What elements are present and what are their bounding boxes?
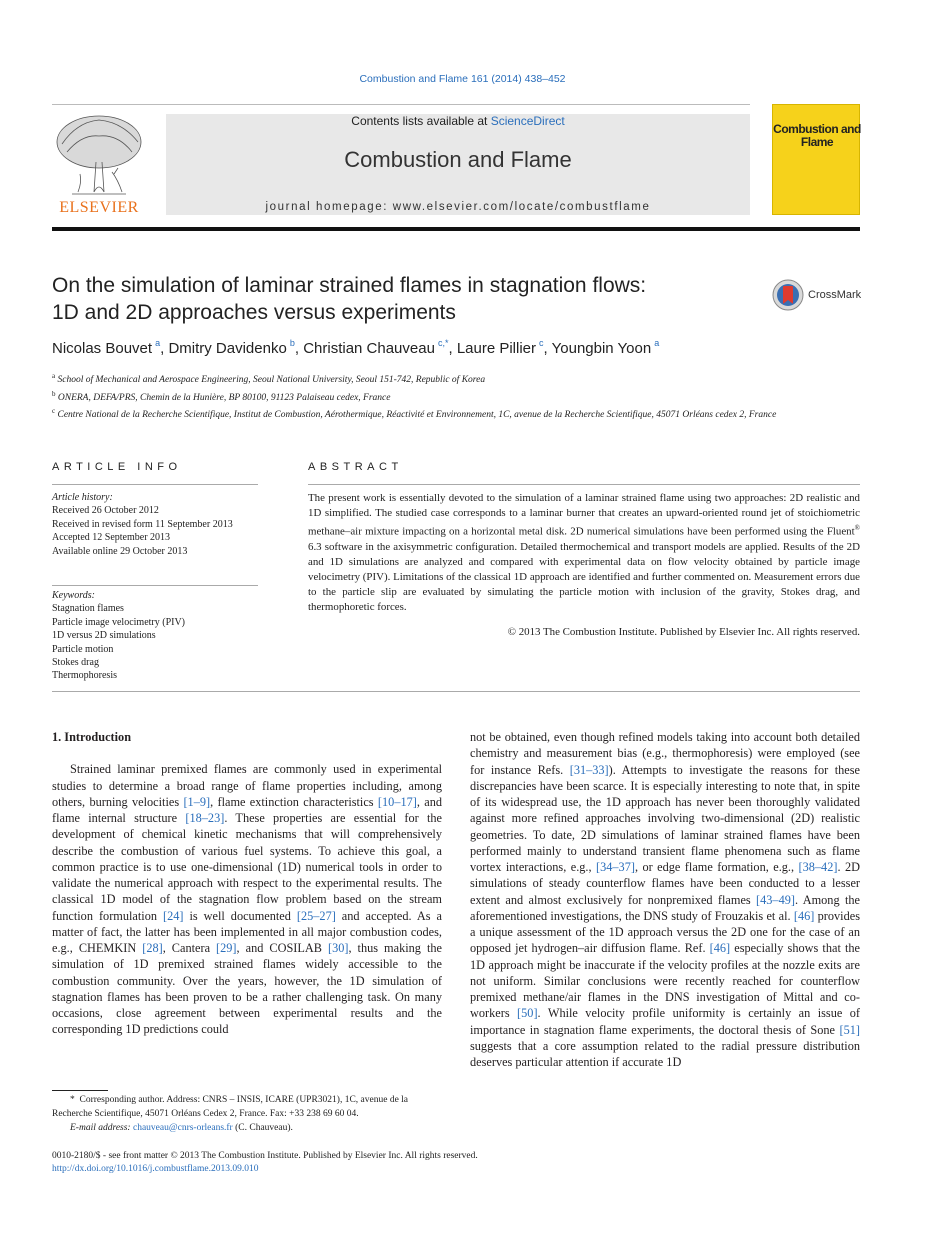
citation-link[interactable]: [34–37] (596, 860, 635, 874)
contents-line (166, 114, 750, 128)
body-text: . While velocity profile uniformity is certainly an issue of importance in stagnation flame experiments, the doctoral thesis of Sone (470, 1006, 860, 1037)
footnote (52, 1093, 442, 1135)
abstract-part-1: The present work is essentially devoted to the simulation of a laminar strained flame using two approaches: 2D realistic and 1D simplified. The studied case corresponds to a laminar burner that creates an upward-oriented round jet of stoichiometric methane–air mixture impacting on a horizontal metal disk. 2D numerical simulations have been performed using the Fluent (308, 492, 860, 538)
publisher-wordmark: ELSEVIER (59, 199, 139, 216)
footnote-text: Corresponding author. Address: CNRS – INSIS, ICARE (UPR3021), 1C, avenue de la Recherche Scientifique, 45071 Orléans Cedex 2, France. Fax: +33 238 69 60 04. (52, 1095, 409, 1119)
body-text: especially shows that the 1D approach might be inaccurate if the velocity profiles at the nozzle exits are not uniform. Similar conclusions were recently reached for counterflow premixed methane/air flames in the DNS investigation of Mittal and co-workers (470, 941, 860, 1021)
abstract-text (308, 491, 860, 615)
abstract-copyright: © 2013 The Combustion Institute. Published by Elsevier Inc. All rights reserved. (507, 626, 860, 638)
footnote-rule (52, 1090, 108, 1091)
author-name: Dmitry Davidenko (168, 340, 287, 357)
body-text: not be obtained, even though refined models taking into account both detailed chemistry and measurement bias (e.g., thermophoresis) were employed (see for instance Refs. (470, 730, 860, 777)
body-text: and accepted. As a matter of fact, the latter has been implemented in all major combustion codes, e.g., CHEMKIN (52, 908, 442, 955)
citation-link[interactable]: [1–9] (183, 794, 211, 809)
affiliation-mark: c (52, 407, 56, 416)
header-rule (52, 227, 860, 231)
history-entry: Available online 29 October 2013 (52, 545, 188, 557)
crossmark-icon (772, 279, 804, 311)
history-entry: Received in revised form 11 September 2013 (52, 518, 233, 530)
author-affiliation-mark[interactable]: c (539, 338, 544, 348)
page-footer (52, 1150, 860, 1176)
journal-reference[interactable]: Combustion and Flame 161 (2014) 438–452 (359, 73, 566, 85)
sciencedirect-link[interactable]: ScienceDirect (490, 114, 565, 128)
author-affiliation-mark[interactable]: c,* (437, 338, 449, 348)
crossmark-badge[interactable] (772, 278, 861, 312)
keyword: Thermophoresis (52, 670, 117, 682)
abstract-heading: ABSTRACT (308, 461, 403, 473)
author-affiliation-mark[interactable]: a (654, 338, 660, 348)
journal-cover[interactable] (772, 104, 860, 215)
citation-link[interactable]: [38–42] (798, 860, 838, 874)
body-text: suggests that a core assumption related to the radial pressure distribution deserves particular attention if accurate 1D (470, 1038, 860, 1069)
body-text: , and flame internal structure (52, 794, 443, 825)
keyword: Stagnation flames (52, 603, 124, 615)
author-separator: , (160, 340, 169, 357)
keywords-label: Keywords: (52, 590, 95, 601)
article-history (52, 491, 258, 558)
tree-icon (52, 112, 146, 198)
citation-link[interactable]: [18–23] (185, 811, 225, 825)
keyword: 1D versus 2D simulations (52, 630, 156, 642)
author-name: Christian Chauveau (303, 340, 435, 357)
footer-issn-line: 0010-2180/$ - see front matter © 2013 The Combustion Institute. Published by Elsevier Inc. All rights reserved. (52, 1151, 478, 1161)
homepage-prefix: journal homepage: (265, 201, 393, 213)
author-name: Nicolas Bouvet (52, 340, 153, 357)
author-name: Laure Pillier (456, 340, 537, 357)
email-suffix: (C. Chauveau). (232, 1123, 293, 1133)
journal-homepage (166, 201, 750, 213)
email-label: E-mail address: (70, 1123, 133, 1133)
body-text: Strained laminar premixed flames are commonly used in experimental studies to determine a broad range of flame properties including, among others, burning velocities (52, 762, 442, 809)
affiliation-mark: b (52, 389, 56, 398)
citation-link[interactable]: [43–49] (756, 892, 795, 907)
citation-link[interactable]: [50] (517, 1006, 538, 1021)
affiliation-mark: a (52, 372, 56, 380)
author-affiliation-mark[interactable]: a (155, 338, 161, 348)
registered-mark: ® (854, 524, 860, 532)
body-text: , and COSILAB (236, 941, 328, 955)
title-line-2: 1D and 2D approaches versus experiments (52, 301, 456, 324)
citation-link[interactable]: [51] (839, 1022, 860, 1037)
body-text: . 2D simulations of steady counterflow flames have been conducted to a lesser extent and almost exclusively for nonpremixed flames (470, 860, 860, 907)
article-title (52, 272, 752, 326)
keywords-block (52, 589, 258, 683)
author-affiliation-mark[interactable]: b (289, 338, 295, 348)
body-text: ). Attempts to investigate the reasons for these discrepancies have been scarce. It is especially interesting to note that, in spite of its widespread use, the 1D approach has never been thoroughly validated against more refined approaches involving two-dimensional (2D) realistic geometries. To date, 2D simulations of laminar strained flames have been performed mainly to understand transient flame phenomena such as flame vortex interactions, e.g., (470, 762, 860, 874)
affiliation (52, 388, 860, 406)
citation-link[interactable]: [28] (142, 941, 163, 955)
citation-link[interactable]: [24] (163, 908, 184, 923)
body-divider (52, 691, 860, 692)
history-entry: Received 26 October 2012 (52, 505, 159, 517)
author-list (52, 340, 860, 357)
citation-link[interactable]: [25–27] (296, 908, 336, 923)
body-text: , or edge flame formation, e.g., (634, 860, 799, 874)
affiliation-list (52, 370, 860, 423)
cover-title: Combustion and Flame (773, 122, 861, 149)
body-column-right (470, 729, 860, 1070)
abstract-divider (308, 484, 860, 485)
body-column-left (52, 729, 442, 1038)
citation-link[interactable]: [31–33] (569, 762, 609, 777)
history-entry: Accepted 12 September 2013 (52, 532, 171, 544)
citation-link[interactable]: [46] (793, 908, 815, 923)
author-separator: , (448, 340, 457, 357)
footnote-mark: * (70, 1095, 75, 1105)
author-separator: , (294, 340, 304, 357)
title-line-1: On the simulation of laminar strained flames in stagnation flows: (52, 274, 647, 297)
citation-link[interactable]: [10–17] (377, 794, 417, 809)
body-text: . Among the aforementioned investigations, the DNS study of Frouzakis et al. (470, 892, 860, 923)
contents-prefix: Contents lists available at (351, 114, 491, 128)
homepage-url[interactable]: www.elsevier.com/locate/combustflame (392, 201, 651, 213)
body-text: , thus making the simulation of 1D premixed strained flames widely accessible to the combustion community. Over the years, however, the 1D simulation of stagnation flames has been proven to be a rather challenging task. On many occasions, close agreement between experimental results and the corresponding 1D predictions could (52, 941, 442, 1037)
intro-paragraph-continued (470, 729, 860, 1070)
doi-link[interactable]: http://dx.doi.org/10.1016/j.combustflame.2013.09.010 (52, 1164, 259, 1174)
author-separator: , (543, 340, 552, 357)
keyword: Particle motion (52, 643, 114, 655)
info-divider (52, 484, 258, 485)
citation-link[interactable]: [46] (709, 941, 731, 956)
affiliation-text: ONERA, DEFA/PRS, Chemin de la Hunière, BP 80100, 91123 Palaiseau cedex, France (57, 392, 391, 403)
affiliation (52, 370, 860, 388)
journal-title: Combustion and Flame (344, 147, 572, 172)
body-text: is well documented (183, 908, 297, 923)
author-name: Youngbin Yoon (551, 340, 652, 357)
keyword: Stokes drag (52, 657, 99, 669)
keyword: Particle image velocimetry (PIV) (52, 616, 186, 628)
body-text: . These properties are essential for the development of chemical kinetic mechanisms that will comprehensively describe the combustion of various fuel systems. To achieve this goal, a common practice is to use one-dimensional (1D) numerical tools in order to validate the numerical approach with respect to the experimental results. The classical 1D model of the stagnation flow problem based on the stream function formulation (52, 811, 443, 923)
citation-link[interactable]: [29] (216, 941, 237, 955)
affiliation-text: School of Mechanical and Aerospace Engineering, Seoul National University, Seoul 151-742, Republic of Korea (57, 375, 486, 386)
crossmark-label: CrossMark (808, 289, 862, 301)
intro-paragraph (52, 761, 442, 1037)
citation-link[interactable]: [30] (327, 941, 349, 955)
keywords-divider (52, 585, 258, 586)
article-info-heading: ARTICLE INFO (52, 461, 182, 473)
body-text: , Cantera (162, 941, 217, 955)
email-link[interactable]: chauveau@cnrs-orleans.fr (132, 1123, 233, 1133)
affiliation-text: Centre National de la Recherche Scientifique, Institut de Combustion, Aérothermique, Réactivité et Environnement, 1C, avenue de la Recherche Scientifique, 45071 Orléans cedex 2, France (57, 410, 777, 421)
section-heading: 1. Introduction (52, 730, 132, 744)
affiliation (52, 405, 860, 423)
abstract-part-2: 6.3 software in the axisymmetric configuration. Detailed thermochemical and transport models are applied. Results of the 2D and 1D simulations are analyzed and compared with experimental data on flow velocity obtained by particle image velocimetry (PIV). Limitations of the classical 1D approach are identified and further commented on. Measurement errors due to the particle slip are evaluated by simulating the particle motion with inclusion of the gravity, Stokes drag, and thermophoretic forces. (308, 540, 860, 613)
body-text: , flame extinction characteristics (210, 794, 378, 809)
header-divider (52, 104, 750, 105)
body-text: provides a unique assessment of the 1D approach versus the 2D one for the case of an opposed jet hydrogen–air diffusion flame. Ref. (470, 908, 860, 956)
history-label: Article history: (52, 492, 113, 503)
